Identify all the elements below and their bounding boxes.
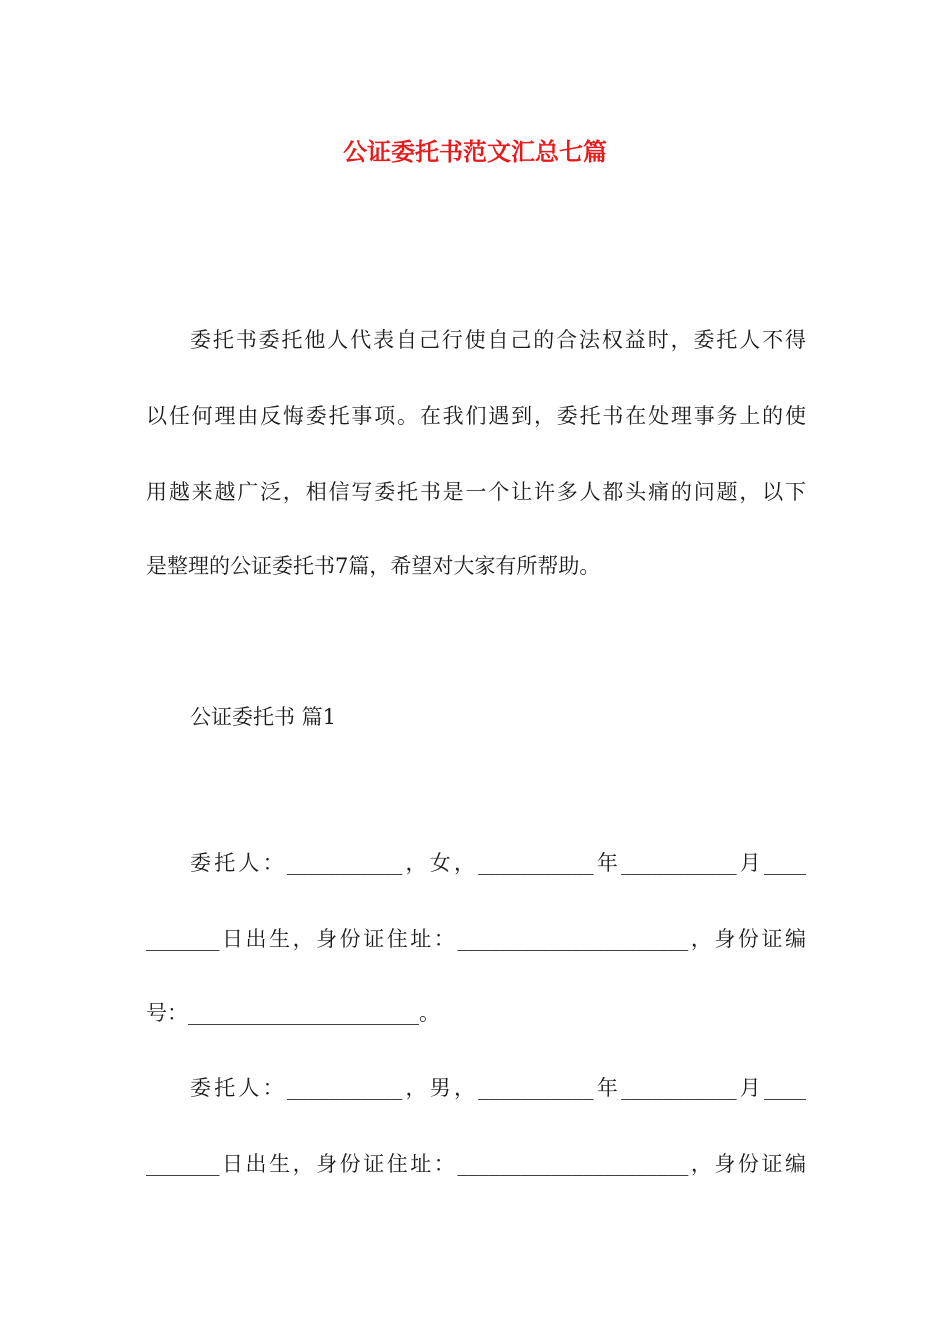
principal-female-line-3: 号：______________________。: [146, 1001, 440, 1025]
intro-line-1: 委托书委托他人代表自己行使自己的合法权益时，委托人不得: [190, 328, 806, 352]
principal-female-line-2: _______日出生，身份证住址：______________________，身份证编: [146, 927, 806, 951]
document-title: 公证委托书范文汇总七篇: [343, 137, 607, 166]
section-heading: 公证委托书 篇1: [190, 705, 337, 729]
intro-line-3: 用越来越广泛，相信写委托书是一个让许多人都头痛的问题，以下: [146, 480, 806, 504]
intro-line-2: 以任何理由反悔委托事项。在我们遇到，委托书在处理事务上的使: [146, 404, 806, 428]
principal-male-line-2: _______日出生，身份证住址：______________________，身份证编: [146, 1152, 806, 1176]
principal-male-line-1: 委托人：___________，男，___________年___________月____: [190, 1076, 806, 1100]
principal-female-line-1: 委托人：___________，女，___________年___________月____: [190, 851, 806, 875]
intro-line-4: 是整理的公证委托书7篇，希望对大家有所帮助。: [146, 554, 601, 578]
